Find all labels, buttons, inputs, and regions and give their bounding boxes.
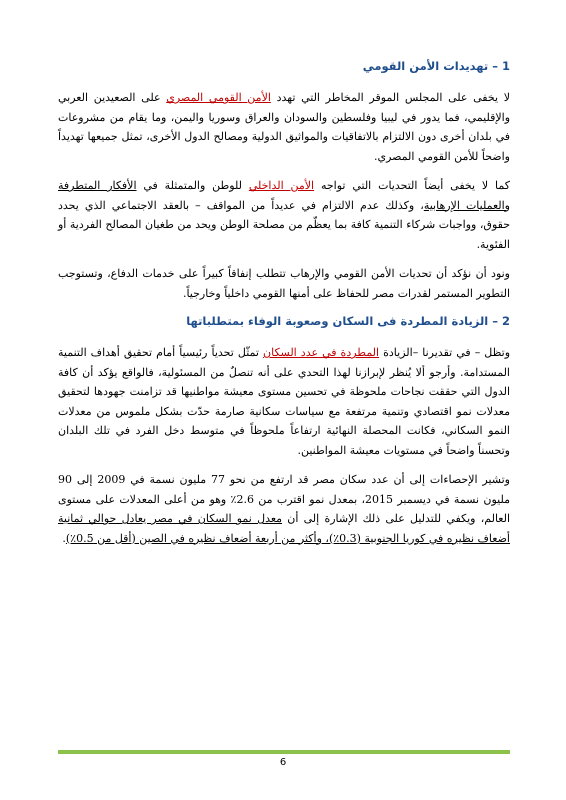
s2p2-text-a: وتشير الإحصاءات إلى أن عدد سكان مصر قد ارتفع من نحو 77 مليون نسمة في 2009 إلى 90 مليون نسمة في ديسمبر 2015، بمعدل نمو اقترب من 2.6٪ وهو من أعلى المعدلات على مستوى العالم، ويكفي للتدليل على ذلك الإشارة إلى أن [58, 473, 511, 525]
s2p2-text-b: . [62, 531, 66, 545]
s1p2-highlight: الأمن الداخلي [248, 179, 315, 192]
s2p1-text-a: وتظل – في تقديرنا –الزيادة [379, 346, 511, 359]
s1p2-text-a: كما لا يخفى أيضاً التحديات التي تواجه [314, 179, 510, 192]
section1-heading: 1 – تهديدات الأمن القومي [362, 59, 510, 73]
section1-paragraph-2 [58, 176, 510, 254]
section1-paragraph-3: ونود أن نؤكد أن تحديات الأمن القومي والإرهاب تتطلب إنفاقاً كبيراً على خدمات الدفاع، وتستوجب التطوير المستمر لقدرات مصر للحفاظ على أمنها القومي داخلياً وخارجياً. [58, 267, 510, 300]
s1p1-text-a: لا يخفى على المجلس الموقر المخاطر التي تهدد [270, 91, 510, 104]
section1-paragraph-1 [58, 88, 510, 166]
s2p2-underline: معدل نمو السكان في مصر يعادل حوالي ثمانية أضعاف نظيره في كوريا الجنوبية (0.3٪)، وأكثر من أربعة أضعاف نظيره في الصين (أقل من 0.5٪) [58, 512, 510, 545]
s1p1-highlight: الأمن القومي المصري [166, 91, 271, 104]
section2-heading: 2 – الزيادة المطردة فى السكان وصعوبة الوفاء بمتطلباتها [186, 314, 510, 328]
s1p2-text-c: ، وكذلك عدم الالتزام في عديداً من المواقف – بالعقد الاجتماعي الذي يحدد حقوق، وواجبات شركاء التنمية كافة بما يعظّم من مصلحة الوطن ويحد من طغيان المصالح الفردية أو الفئوية. [58, 198, 510, 251]
s2p1-highlight: المطردة في عدد السكان [263, 346, 380, 359]
section2-paragraph-1 [58, 343, 510, 460]
s2p1-text-b: تمثّل تحدياً رئيسياً أمام تحقيق أهداف التنمية المستدامة. وأرجو ألا يُنظر لإبرازنا لهذا التحدي على أنه تنصلٌ من المسئولية، فالواقع يؤكد أن كافة الدول التي حققت نجاحات ملحوظة في تحسين مستوى معيشة مواطنيها قد تزامنت جهودها لتحقيق معدلات نمو اقتصادي وتنمية مرتفعة مع سياسات سكانية صارمة حدّت بشكل ملموس من معدلات النمو السكاني، فكانت المحصلة النهائية ارتفاعاً ملحوظاً في متوسط دخل الفرد في تلك البلدان وتحسناً واضحاً في مستويات معيشة المواطنين. [58, 346, 510, 457]
section2-paragraph-2 [58, 470, 510, 548]
s1p2-text-b: للوطن والمتمثلة في [136, 179, 249, 192]
s1p2-underline: الأفكار المتطرفة والعمليات الإرهابية [58, 179, 510, 212]
page-content [58, 58, 510, 558]
s1p1-text-b: على الصعيدين العربي والإقليمي، فما يدور في ليبيا وفلسطين والسودان والعراق وسوريا واليمن، وما يقام من مشروعات في بلدان أخرى دون الالتزام بالاتفاقيات والمواثيق الدولية ومصالح الدول الأخرى، تمثل جميعها تهديداً واضحاً للأمن القومي المصري. [58, 91, 510, 163]
footer-divider [58, 750, 510, 754]
page-number: 6 [279, 757, 287, 768]
